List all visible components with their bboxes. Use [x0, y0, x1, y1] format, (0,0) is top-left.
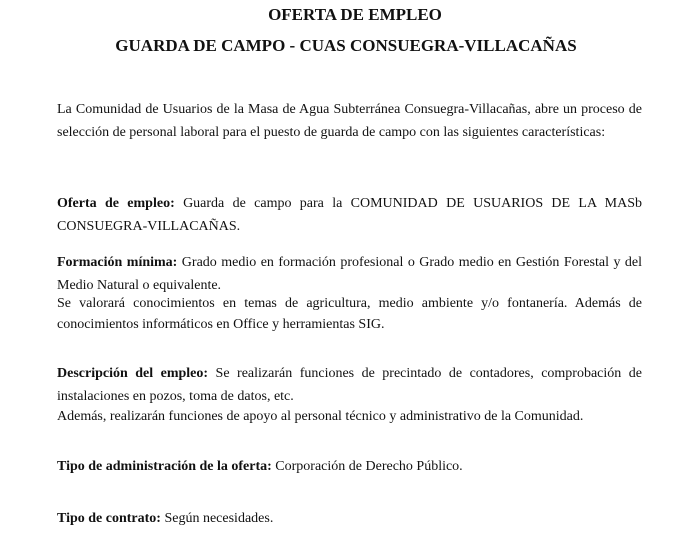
document-title: OFERTA DE EMPLEO — [268, 5, 442, 24]
formacion-paragraph — [57, 251, 642, 297]
oferta-paragraph — [57, 192, 642, 238]
oferta-text: Guarda de campo para la COMUNIDAD DE USUARIOS DE LA MASb CONSUEGRA-VILLACAÑAS. — [57, 196, 642, 234]
oferta-label: Oferta de empleo: — [57, 196, 175, 211]
tipo-admin-text: Corporación de Derecho Público. — [271, 459, 463, 474]
descripcion-label: Descripción del empleo: — [57, 366, 209, 381]
intro-paragraph: La Comunidad de Usuarios de la Masa de Agua Subterránea Consuegra-Villacañas, abre un proceso de selección de personal laboral para el puesto de guarda de campo con las siguientes características: — [57, 102, 642, 140]
descripcion-text: Se realizarán funciones de precintado de contadores, comprobación de instalaciones en pozos, toma de datos, etc. — [57, 366, 642, 404]
formacion-text: Grado medio en formación profesional o Grado medio en Gestión Forestal y del Medio Natural o equivalente. — [57, 255, 643, 293]
tipo-contrato-text: Según necesidades. — [160, 511, 274, 526]
descripcion-paragraph — [57, 362, 642, 408]
valorara-paragraph: Se valorará conocimientos en temas de agricultura, medio ambiente y/o fontanería. Además de conocimientos informáticos en Office y herramientas SIG. — [57, 296, 642, 332]
tipo-admin-paragraph — [57, 455, 642, 478]
formacion-label: Formación mínima: — [57, 255, 178, 270]
tipo-contrato-label: Tipo de contrato: — [57, 511, 161, 526]
document-subtitle: GUARDA DE CAMPO - CUAS CONSUEGRA-VILLACAÑAS — [115, 36, 577, 55]
tipo-admin-label: Tipo de administración de la oferta: — [57, 459, 272, 474]
ademas-paragraph: Además, realizarán funciones de apoyo al personal técnico y administrativo de la Comunidad. — [57, 409, 584, 424]
tipo-contrato-paragraph — [57, 507, 642, 530]
